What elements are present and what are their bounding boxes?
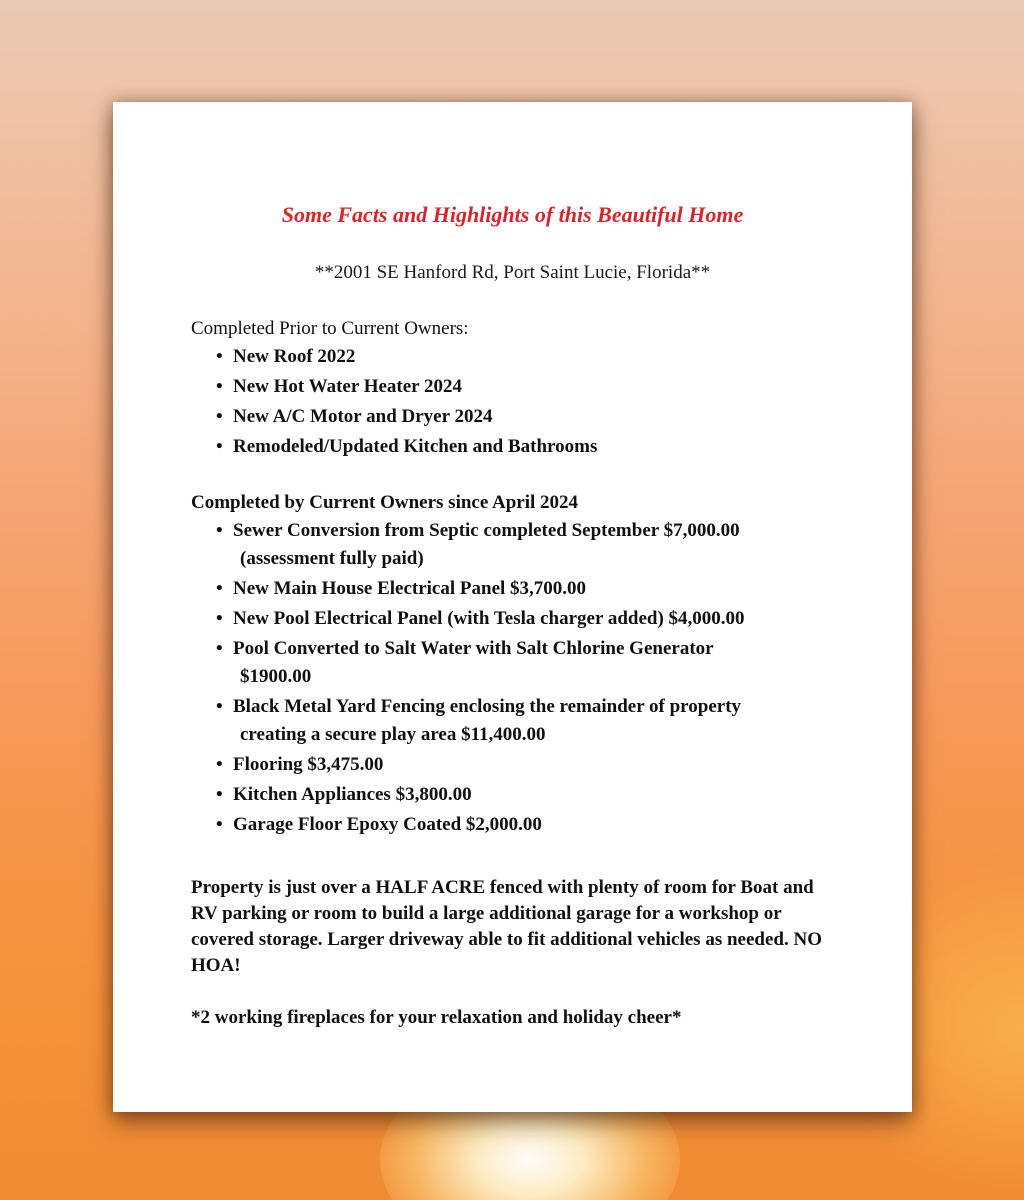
list-item: • New Pool Electrical Panel (with Tesla charger added) $4,000.00	[191, 605, 851, 633]
list-item: • New Hot Water Heater 2024	[191, 373, 851, 401]
bullet-icon: •	[216, 638, 223, 659]
list-item: • Garage Floor Epoxy Coated $2,000.00	[191, 811, 851, 839]
list-item: • Kitchen Appliances $3,800.00	[191, 781, 851, 809]
document-content	[191, 315, 851, 1031]
document-page	[113, 102, 912, 1112]
list-item: • New A/C Motor and Dryer 2024	[191, 403, 851, 431]
property-description: Property is just over a HALF ACRE fenced with plenty of room for Boat and RV parking or room to build a large additional garage for a workshop or covered storage. Larger driveway able to fit additional vehicles as needed. NO HOA!	[191, 877, 822, 976]
bullet-icon: •	[216, 436, 223, 457]
bullet-icon: •	[216, 578, 223, 599]
bullet-icon: •	[216, 376, 223, 397]
section-current-heading: Completed by Current Owners since April 2024	[191, 492, 579, 513]
bullet-icon: •	[216, 346, 223, 367]
list-item: • Flooring $3,475.00	[191, 751, 851, 779]
bullet-icon: •	[216, 814, 223, 835]
list-item: • Pool Converted to Salt Water with Salt Chlorine Generator $1900.00	[191, 635, 851, 691]
bullet-icon: •	[216, 520, 223, 541]
list-item: • Sewer Conversion from Septic completed September $7,000.00 (assessment fully paid)	[191, 517, 851, 573]
section-prior-heading: Completed Prior to Current Owners:	[191, 318, 469, 339]
list-item: • New Roof 2022	[191, 343, 851, 371]
list-item: • Black Metal Yard Fencing enclosing the remainder of property creating a secure play area $11,400.00	[191, 693, 851, 749]
current-owners-list	[191, 517, 851, 839]
fireplaces-note: *2 working fireplaces for your relaxation and holiday cheer*	[191, 1007, 682, 1028]
property-address: **2001 SE Hanford Rd, Port Saint Lucie, Florida**	[314, 262, 711, 283]
bullet-icon: •	[216, 696, 223, 717]
bullet-icon: •	[216, 784, 223, 805]
document-title: Some Facts and Highlights of this Beautiful Home	[281, 202, 744, 227]
bullet-icon: •	[216, 754, 223, 775]
list-item: • New Main House Electrical Panel $3,700.00	[191, 575, 851, 603]
prior-owners-list	[191, 343, 851, 461]
list-item: • Remodeled/Updated Kitchen and Bathrooms	[191, 433, 851, 461]
bullet-icon: •	[216, 406, 223, 427]
bullet-icon: •	[216, 608, 223, 629]
